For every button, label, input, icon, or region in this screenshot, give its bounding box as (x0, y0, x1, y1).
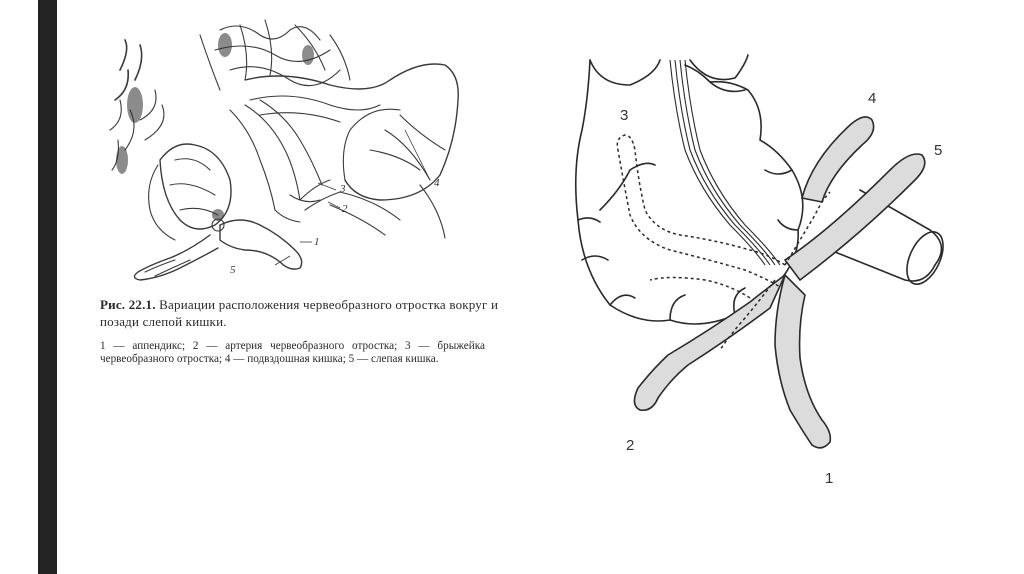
left-label-1: 1 (314, 236, 320, 248)
figure-legend: 1 — аппендикс; 2 — артерия червеобразного отростка; 3 — брыжейка червеобразного отростка; 4 — подвздошная кишка; 5 — слепая кишка. (100, 340, 485, 365)
slide-left-margin (0, 0, 38, 574)
left-label-2: 2 (342, 203, 348, 215)
figure-number: Рис. 22.1. (100, 297, 156, 312)
right-label-3: 3 (620, 107, 629, 124)
right-label-1: 1 (825, 470, 834, 487)
figure-title-text: Вариации расположения червеобразного отростка вокруг и позади слепой кишки. (100, 297, 499, 329)
slide-edge-bar (38, 0, 57, 574)
left-label-4: 4 (434, 177, 440, 189)
appendix-positions-diagram (560, 40, 980, 500)
appendix-illustration (100, 10, 480, 295)
figure-caption-title (100, 296, 500, 330)
right-label-5: 5 (934, 142, 943, 159)
right-label-2: 2 (626, 437, 635, 454)
right-label-4: 4 (868, 90, 877, 107)
left-label-3: 3 (340, 183, 346, 195)
left-label-5: 5 (230, 264, 236, 276)
